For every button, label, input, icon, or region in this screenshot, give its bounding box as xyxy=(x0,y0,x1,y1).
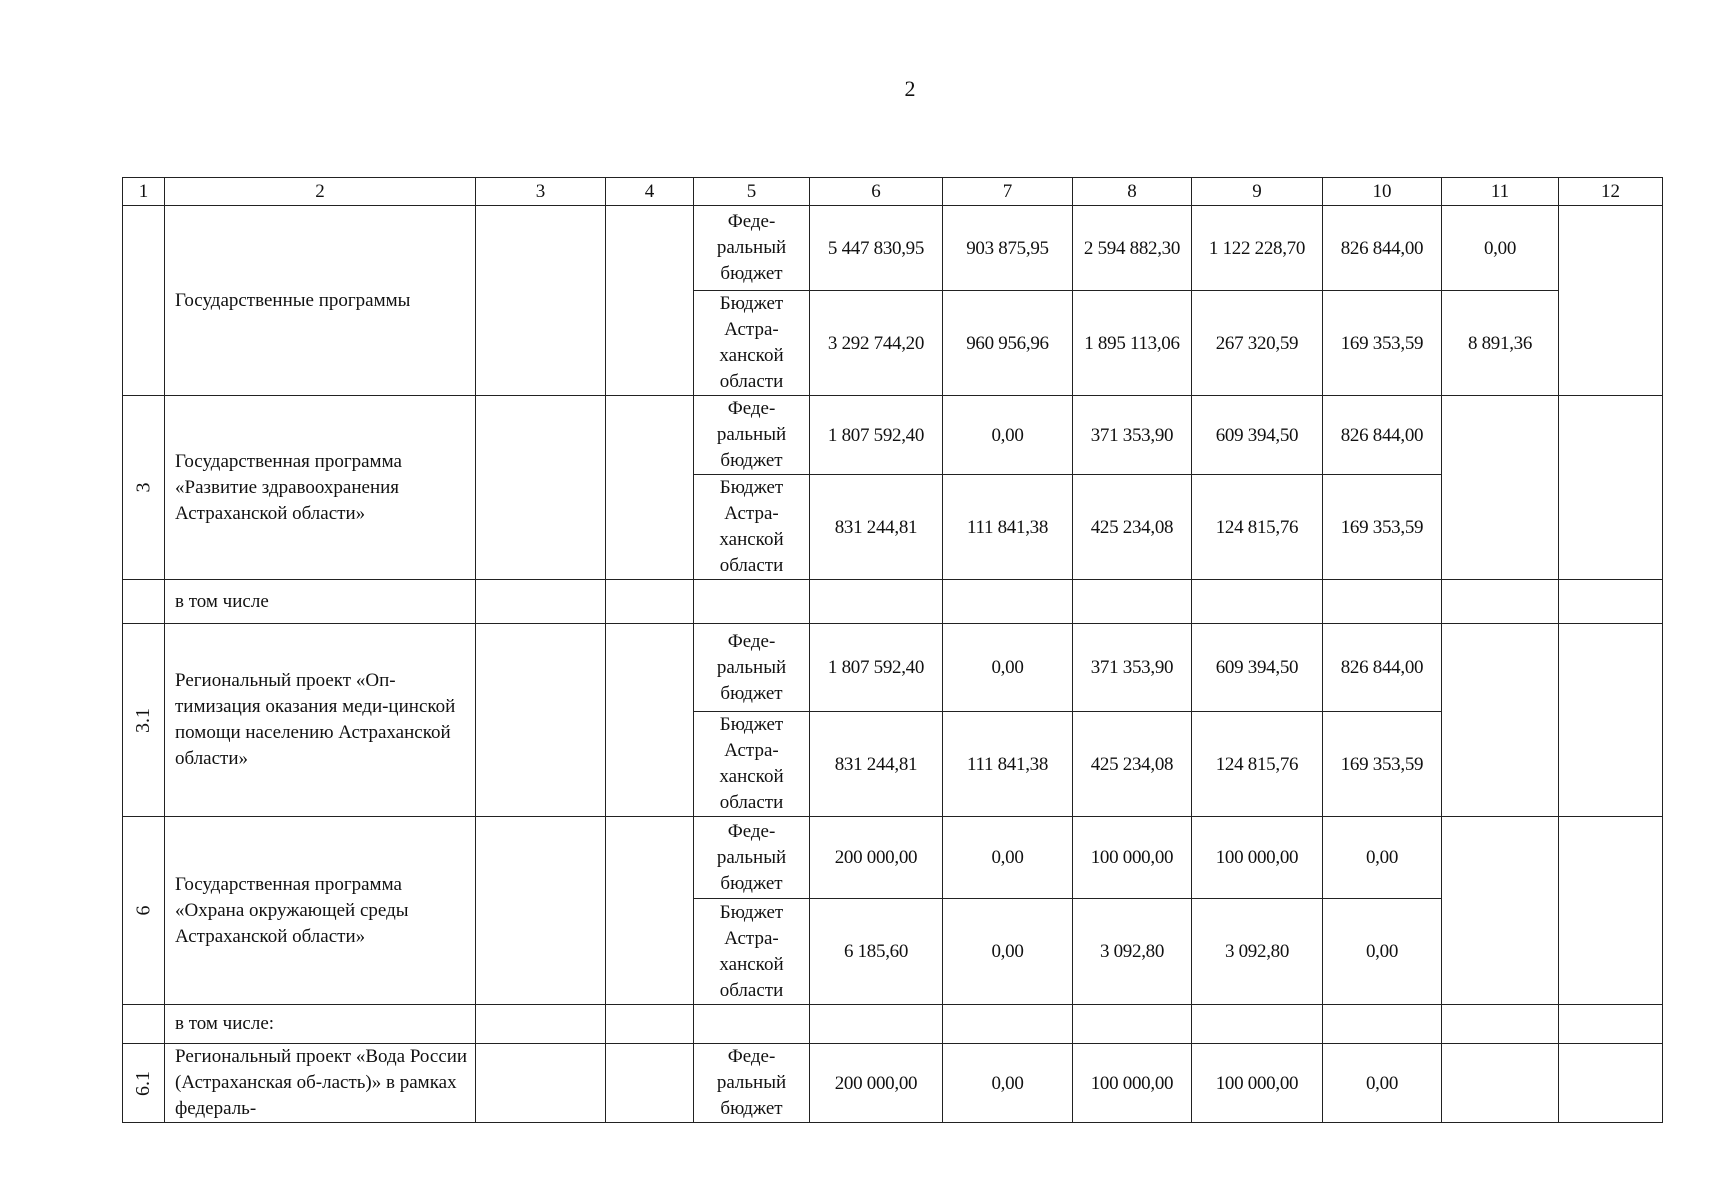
value-cell: 124 815,76 xyxy=(1192,712,1323,817)
empty-cell xyxy=(606,206,694,396)
row-number-text: 3.1 xyxy=(132,707,154,733)
empty-cell xyxy=(1192,580,1323,624)
empty-cell xyxy=(1559,580,1663,624)
funding-source: Бюджет Астра-ханской области xyxy=(694,475,810,580)
empty-cell xyxy=(694,1005,810,1044)
row-number-text: 6.1 xyxy=(132,1070,154,1096)
page-number: 2 xyxy=(904,76,916,101)
value-cell: 3 292 744,20 xyxy=(810,291,943,396)
value-cell: 425 234,08 xyxy=(1073,475,1192,580)
value-cell: 826 844,00 xyxy=(1323,624,1442,712)
table-row xyxy=(123,624,1663,712)
row-name: Государственные программы xyxy=(165,206,476,396)
empty-cell xyxy=(1323,580,1442,624)
empty-cell xyxy=(123,580,165,624)
row-number xyxy=(123,396,165,580)
empty-cell xyxy=(1559,817,1663,1005)
empty-cell xyxy=(810,1005,943,1044)
value-cell: 2 594 882,30 xyxy=(1073,206,1192,291)
empty-cell xyxy=(943,580,1073,624)
funding-source: Феде-ральный бюджет xyxy=(694,817,810,899)
value-cell: 826 844,00 xyxy=(1323,396,1442,475)
empty-cell xyxy=(1559,1044,1663,1123)
row-number xyxy=(123,206,165,396)
value-cell: 0,00 xyxy=(943,396,1073,475)
table-row xyxy=(123,206,1663,291)
value-cell: 903 875,95 xyxy=(943,206,1073,291)
empty-cell xyxy=(476,580,606,624)
value-cell: 0,00 xyxy=(1323,1044,1442,1123)
empty-cell xyxy=(1442,1005,1559,1044)
funding-source: Феде-ральный бюджет xyxy=(694,1044,810,1123)
value-cell: 5 447 830,95 xyxy=(810,206,943,291)
empty-cell xyxy=(1442,1044,1559,1123)
value-cell: 0,00 xyxy=(943,817,1073,899)
including-label: в том числе: xyxy=(165,1005,476,1044)
value-cell: 100 000,00 xyxy=(1192,1044,1323,1123)
empty-cell xyxy=(1559,624,1663,817)
including-label: в том числе xyxy=(165,580,476,624)
empty-cell xyxy=(1442,396,1559,580)
row-name: Региональный проект «Оп-тимизация оказания меди-цинской помощи населению Астраханской области» xyxy=(165,624,476,817)
column-header: 6 xyxy=(810,178,943,206)
row-number xyxy=(123,1044,165,1123)
empty-cell xyxy=(476,1005,606,1044)
table-row xyxy=(123,817,1663,899)
funding-source: Феде-ральный бюджет xyxy=(694,624,810,712)
value-cell: 200 000,00 xyxy=(810,817,943,899)
value-cell: 6 185,60 xyxy=(810,899,943,1005)
row-number-text: 3 xyxy=(132,482,154,493)
empty-cell xyxy=(606,396,694,580)
empty-cell xyxy=(476,817,606,1005)
value-cell: 831 244,81 xyxy=(810,712,943,817)
empty-cell xyxy=(476,624,606,817)
value-cell: 0,00 xyxy=(1442,206,1559,291)
column-number-row xyxy=(123,178,1663,206)
value-cell: 124 815,76 xyxy=(1192,475,1323,580)
empty-cell xyxy=(1559,206,1663,396)
column-header: 4 xyxy=(606,178,694,206)
table-row xyxy=(123,1005,1663,1044)
value-cell: 100 000,00 xyxy=(1192,817,1323,899)
value-cell: 169 353,59 xyxy=(1323,712,1442,817)
empty-cell xyxy=(694,580,810,624)
empty-cell xyxy=(943,1005,1073,1044)
empty-cell xyxy=(606,580,694,624)
column-header: 11 xyxy=(1442,178,1559,206)
column-header: 3 xyxy=(476,178,606,206)
value-cell: 826 844,00 xyxy=(1323,206,1442,291)
budget-table xyxy=(122,177,1663,1123)
value-cell: 111 841,38 xyxy=(943,475,1073,580)
row-name: Региональный проект «Вода России (Астраханская об-ласть)» в рамках федераль- xyxy=(165,1044,476,1123)
empty-cell xyxy=(606,1005,694,1044)
column-header: 1 xyxy=(123,178,165,206)
funding-source: Бюджет Астра-ханской области xyxy=(694,899,810,1005)
funding-source: Феде-ральный бюджет xyxy=(694,206,810,291)
funding-source: Феде-ральный бюджет xyxy=(694,396,810,475)
value-cell: 371 353,90 xyxy=(1073,396,1192,475)
value-cell: 169 353,59 xyxy=(1323,475,1442,580)
value-cell: 0,00 xyxy=(1323,817,1442,899)
column-header: 9 xyxy=(1192,178,1323,206)
empty-cell xyxy=(1442,817,1559,1005)
value-cell: 1 895 113,06 xyxy=(1073,291,1192,396)
value-cell: 100 000,00 xyxy=(1073,817,1192,899)
empty-cell xyxy=(1442,580,1559,624)
empty-cell xyxy=(1323,1005,1442,1044)
empty-cell xyxy=(606,624,694,817)
row-name: Государственная программа «Охрана окружающей среды Астраханской области» xyxy=(165,817,476,1005)
value-cell: 609 394,50 xyxy=(1192,624,1323,712)
empty-cell xyxy=(1073,1005,1192,1044)
table-row xyxy=(123,580,1663,624)
row-number xyxy=(123,624,165,817)
value-cell: 100 000,00 xyxy=(1073,1044,1192,1123)
empty-cell xyxy=(1442,624,1559,817)
column-header: 5 xyxy=(694,178,810,206)
empty-cell xyxy=(123,1005,165,1044)
value-cell: 267 320,59 xyxy=(1192,291,1323,396)
empty-cell xyxy=(606,1044,694,1123)
row-number-text: 6 xyxy=(132,905,154,916)
value-cell: 0,00 xyxy=(943,1044,1073,1123)
value-cell: 960 956,96 xyxy=(943,291,1073,396)
empty-cell xyxy=(476,1044,606,1123)
value-cell: 111 841,38 xyxy=(943,712,1073,817)
empty-cell xyxy=(476,206,606,396)
column-header: 12 xyxy=(1559,178,1663,206)
value-cell: 169 353,59 xyxy=(1323,291,1442,396)
value-cell: 0,00 xyxy=(943,624,1073,712)
column-header: 7 xyxy=(943,178,1073,206)
value-cell: 3 092,80 xyxy=(1073,899,1192,1005)
empty-cell xyxy=(1073,580,1192,624)
value-cell: 371 353,90 xyxy=(1073,624,1192,712)
value-cell: 1 122 228,70 xyxy=(1192,206,1323,291)
column-header: 10 xyxy=(1323,178,1442,206)
funding-source: Бюджет Астра-ханской области xyxy=(694,291,810,396)
table-row xyxy=(123,396,1663,475)
value-cell: 0,00 xyxy=(943,899,1073,1005)
value-cell: 200 000,00 xyxy=(810,1044,943,1123)
value-cell: 1 807 592,40 xyxy=(810,396,943,475)
value-cell: 8 891,36 xyxy=(1442,291,1559,396)
empty-cell xyxy=(1559,396,1663,580)
value-cell: 3 092,80 xyxy=(1192,899,1323,1005)
value-cell: 425 234,08 xyxy=(1073,712,1192,817)
empty-cell xyxy=(476,396,606,580)
table-row xyxy=(123,1044,1663,1123)
row-name: Государственная программа «Развитие здравоохранения Астраханской области» xyxy=(165,396,476,580)
value-cell: 831 244,81 xyxy=(810,475,943,580)
funding-source: Бюджет Астра-ханской области xyxy=(694,712,810,817)
empty-cell xyxy=(606,817,694,1005)
empty-cell xyxy=(810,580,943,624)
empty-cell xyxy=(1559,1005,1663,1044)
empty-cell xyxy=(1192,1005,1323,1044)
column-header: 8 xyxy=(1073,178,1192,206)
column-header: 2 xyxy=(165,178,476,206)
value-cell: 1 807 592,40 xyxy=(810,624,943,712)
row-number xyxy=(123,817,165,1005)
value-cell: 0,00 xyxy=(1323,899,1442,1005)
value-cell: 609 394,50 xyxy=(1192,396,1323,475)
